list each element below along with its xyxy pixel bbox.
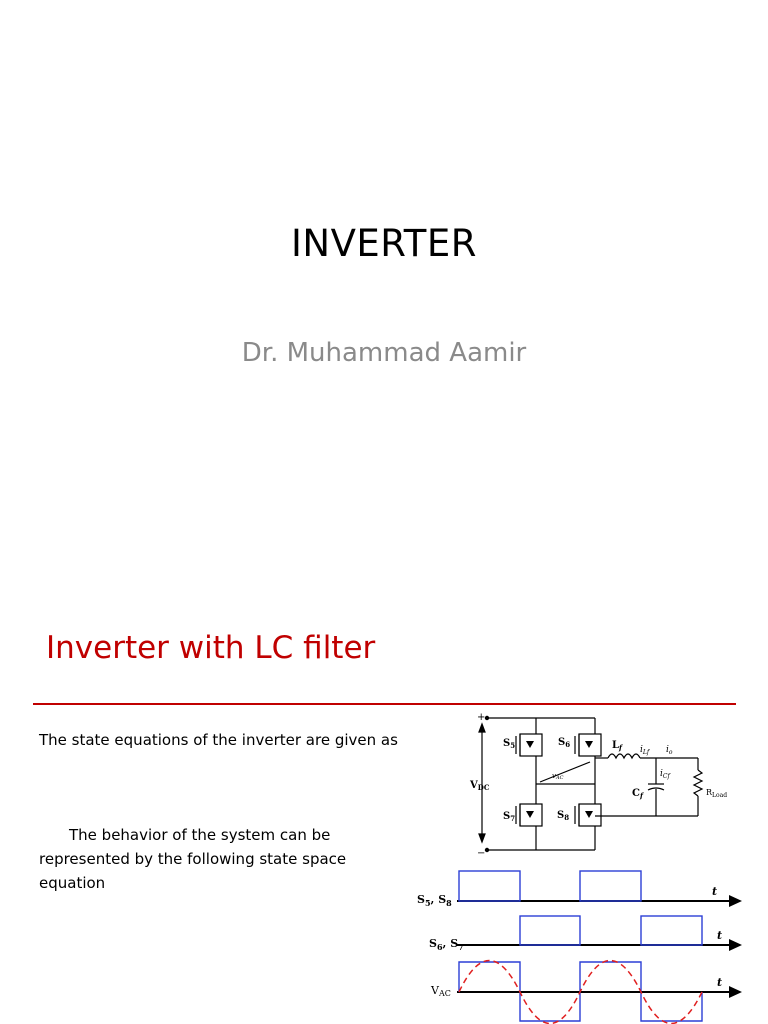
svg-text:S5, S8 — [417, 893, 452, 908]
heading-divider — [33, 703, 736, 705]
s6-s7-label: S — [429, 937, 437, 950]
slide-author: Dr. Muhammad Aamir — [241, 338, 527, 368]
s6-s7-label-sub1: 6 — [436, 942, 443, 952]
inverter-circuit-diagram — [460, 708, 746, 860]
vac-label-sub: AC — [555, 775, 564, 781]
state-equations-text: The state equations of the inverter are given as — [39, 731, 398, 749]
s5-s8-label-sub1: 5 — [424, 898, 431, 908]
slide-title: INVERTER — [291, 222, 477, 265]
s8-label-sub: 8 — [564, 813, 570, 822]
io-label: i — [666, 745, 669, 755]
s5-s8-label: S — [417, 893, 425, 906]
time-axis-label-3: t — [717, 976, 723, 989]
vac-waveform-label: V — [431, 984, 439, 997]
s7-label: S — [503, 811, 511, 822]
cf-label-sub: f — [639, 791, 643, 800]
s6-s7-label-sub2: 7 — [458, 942, 464, 952]
svg-text:S6, S7 — [429, 937, 464, 952]
switching-waveform-diagram — [387, 861, 747, 1024]
cf-label: C — [632, 788, 640, 799]
s8-label: S — [557, 810, 565, 821]
rload-label: R — [706, 788, 713, 797]
time-axis-label-1: t — [712, 885, 718, 898]
s6-label-sub: 6 — [565, 740, 571, 749]
lf-label-sub: f — [619, 743, 623, 752]
time-axis-label-2: t — [717, 929, 723, 942]
rload-label-sub: Load — [712, 792, 728, 799]
s5-s8-label-mid: , S — [430, 893, 447, 906]
s5-label: S — [503, 738, 511, 749]
vdc-label-sub: DC — [477, 783, 490, 792]
icf-label-sub: Cf — [662, 773, 670, 780]
vdc-label: V — [470, 780, 478, 791]
svg-text:VAC — [430, 984, 451, 998]
ilf-label: i — [640, 745, 643, 755]
io-label-sub: o — [668, 749, 673, 756]
vac-waveform-label-sub: AC — [438, 989, 451, 998]
lf-label: L — [612, 740, 620, 751]
s6-s7-label-mid: , S — [442, 937, 459, 950]
s5-label-sub: 5 — [510, 741, 516, 750]
ilf-label-sub: Lf — [642, 749, 650, 756]
behavior-text: The behavior of the system can be represented by the following state space equation — [39, 826, 347, 892]
s5-s8-label-sub2: 8 — [446, 898, 452, 908]
vac-label: v — [552, 772, 556, 780]
content-slide — [0, 576, 768, 1024]
vdc-minus-label: − — [477, 848, 486, 859]
s6-label: S — [558, 737, 566, 748]
vdc-plus-label: + — [477, 712, 486, 723]
icf-label: i — [660, 769, 663, 779]
slide-heading: Inverter with LC filter — [46, 630, 376, 666]
s7-label-sub: 7 — [510, 814, 516, 823]
